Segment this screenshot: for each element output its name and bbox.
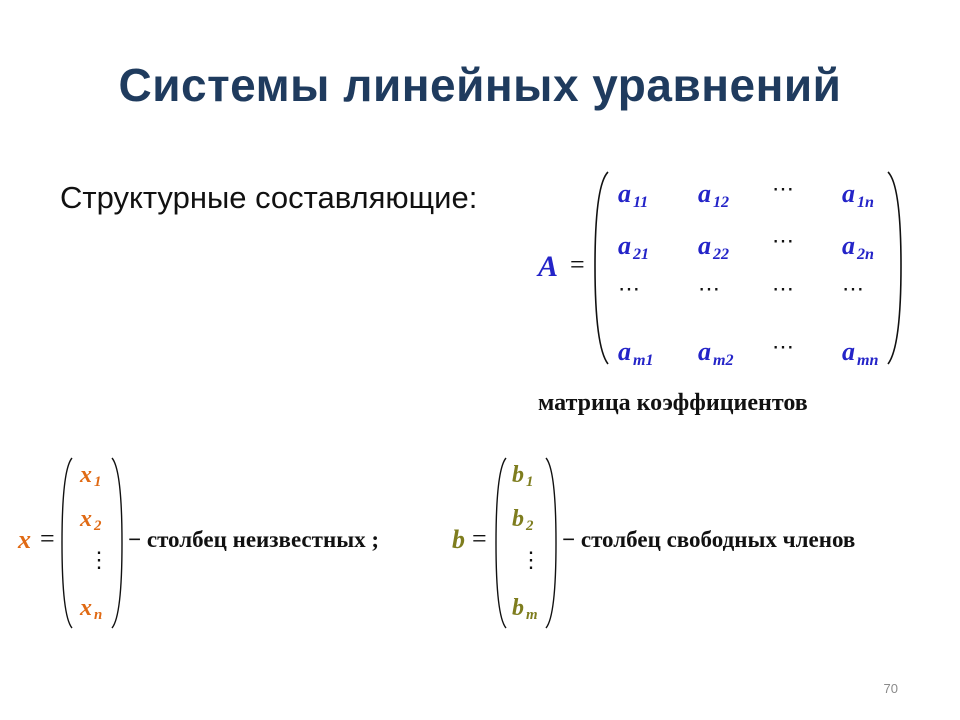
free-terms-entry: [512, 461, 533, 489]
ellipsis: ⋯: [842, 276, 867, 301]
matrix-equals: =: [570, 250, 585, 279]
subscript: 11: [633, 193, 649, 211]
free-terms-entry: [520, 546, 545, 574]
variable: x: [80, 595, 92, 621]
variable: a: [842, 179, 855, 208]
subscript: 2: [94, 518, 102, 535]
subscript: 2: [526, 518, 534, 535]
ellipsis: ⋮: [520, 547, 545, 572]
subscript: m1: [633, 351, 654, 369]
subscript: 2n: [857, 245, 875, 263]
slide-subtitle: Структурные составляющие:: [60, 180, 478, 215]
subscript: 1n: [857, 193, 875, 211]
subscript: 12: [713, 193, 730, 211]
subscript: mn: [857, 351, 879, 369]
page-number: 70: [883, 681, 898, 696]
free-terms-description: − столбец свободных членов: [562, 527, 856, 552]
unknowns-description: − столбец неизвестных ;: [128, 527, 380, 552]
variable: a: [618, 179, 631, 208]
matrix-caption: матрица коэффициентов: [538, 390, 808, 416]
free-terms-equals: =: [472, 524, 487, 553]
variable: b: [512, 595, 524, 621]
ellipsis: ⋯: [772, 334, 797, 359]
unknowns-name: x: [18, 525, 31, 554]
subscript: 1: [526, 474, 534, 491]
unknowns-equals: =: [40, 524, 55, 553]
matrix-name: A: [538, 250, 559, 283]
ellipsis: ⋮: [88, 547, 113, 572]
variable: a: [698, 179, 711, 208]
subscript: 22: [713, 245, 730, 263]
ellipsis: ⋯: [772, 228, 797, 253]
subscript: m: [526, 607, 538, 624]
subscript: n: [94, 607, 103, 624]
variable: b: [512, 462, 524, 488]
slide-title: Системы линейных уравнений: [118, 59, 842, 111]
variable: x: [80, 506, 92, 532]
variable: a: [618, 337, 631, 366]
variable: a: [842, 231, 855, 260]
variable: b: [512, 506, 524, 532]
ellipsis: ⋯: [772, 276, 797, 301]
variable: a: [698, 231, 711, 260]
free-terms-name: b: [452, 525, 465, 554]
free-terms-entry: [512, 505, 533, 533]
variable: a: [618, 231, 631, 260]
subscript: m2: [713, 351, 734, 369]
ellipsis: ⋯: [618, 276, 643, 301]
ellipsis: ⋯: [772, 176, 797, 201]
subscript: 1: [94, 474, 102, 491]
ellipsis: ⋯: [698, 276, 723, 301]
free-terms-entry: [512, 594, 538, 622]
subscript: 21: [633, 245, 650, 263]
variable: a: [698, 337, 711, 366]
variable: a: [842, 337, 855, 366]
variable: x: [80, 462, 92, 488]
